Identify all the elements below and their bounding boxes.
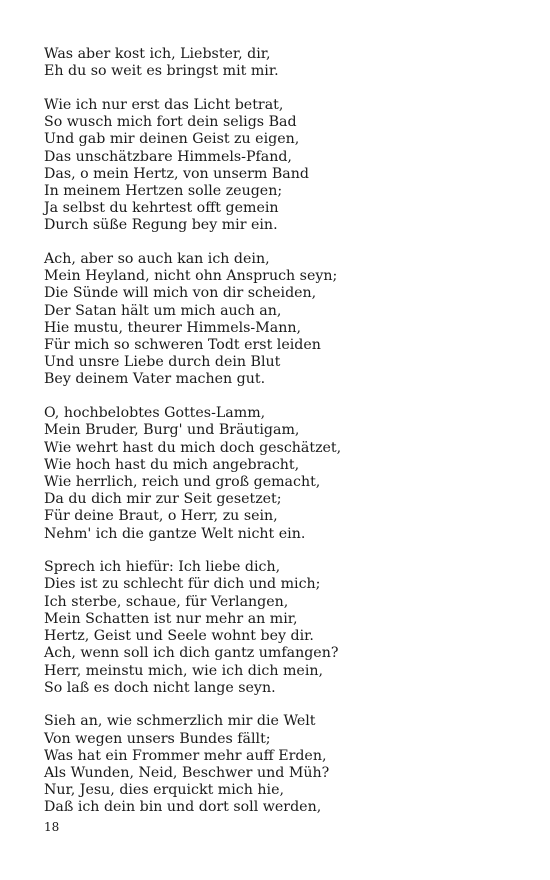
poem-line: Daß ich dein bin und dort soll werden, xyxy=(44,799,322,816)
poem-line: Herr, meinstu mich, wie ich dich mein, xyxy=(44,662,324,679)
poem-line: Hertz, Geist und Seele wohnt bey dir. xyxy=(44,628,314,645)
stanza-1 xyxy=(44,46,524,80)
poem-line: So laß es doch nicht lange seyn. xyxy=(44,679,276,696)
poem-line: So wusch mich fort dein seligs Bad xyxy=(44,114,297,131)
poem-line: Wie hoch hast du mich angebracht, xyxy=(44,456,300,473)
poem-text xyxy=(44,46,524,833)
poem-line: Das, o mein Hertz, von unserm Band xyxy=(44,165,309,182)
poem-line: Für deine Braut, o Herr, zu sein, xyxy=(44,508,278,525)
poem-line: Ach, aber so auch kan ich dein, xyxy=(44,251,270,268)
poem-line: Das unschätzbare Himmels-Pfand, xyxy=(44,148,292,165)
poem-line: Eh du so weit es bringst mit mir. xyxy=(44,63,279,80)
poem-line: Wie herrlich, reich und groß gemacht, xyxy=(44,473,321,490)
poem-line: Nur, Jesu, dies erquickt mich hie, xyxy=(44,782,284,799)
poem-line: Als Wunden, Neid, Beschwer und Müh? xyxy=(44,765,330,782)
stanza-5 xyxy=(44,559,524,697)
poem-line: Ich sterbe, schaue, für Verlangen, xyxy=(44,593,289,610)
poem-line: O, hochbelobtes Gottes-Lamm, xyxy=(44,405,266,422)
poem-line: Ach, wenn soll ich dich gantz umfangen? xyxy=(44,645,339,662)
poem-line: Was hat ein Frommer mehr auff Erden, xyxy=(44,747,327,764)
poem-line: Hie mustu, theurer Himmels-Mann, xyxy=(44,319,301,336)
stanza-4 xyxy=(44,405,524,543)
poem-line: Die Sünde will mich von dir scheiden, xyxy=(44,285,317,302)
poem-line: Mein Heyland, nicht ohn Anspruch seyn; xyxy=(44,268,338,285)
poem-line: Und gab mir deinen Geist zu eigen, xyxy=(44,131,300,148)
poem-line: Da du dich mir zur Seit gesetzet; xyxy=(44,491,282,508)
poem-line: In meinem Hertzen solle zeugen; xyxy=(44,182,283,199)
poem-line: Für mich so schweren Todt erst leiden xyxy=(44,337,321,354)
poem-line: Mein Schatten ist nur mehr an mir, xyxy=(44,610,298,627)
stanza-3 xyxy=(44,251,524,389)
poem-line: Wie wehrt hast du mich doch geschätzet, xyxy=(44,439,342,456)
poem-line: Von wegen unsers Bundes fällt; xyxy=(44,730,271,747)
poem-line: Ja selbst du kehrtest offt gemein xyxy=(44,200,279,217)
stanza-6 xyxy=(44,713,524,816)
poem-line: Durch süße Regung bey mir ein. xyxy=(44,217,278,234)
poem-line: Mein Bruder, Burg' und Bräutigam, xyxy=(44,422,300,439)
poem-line: Und unsre Liebe durch dein Blut xyxy=(44,354,281,371)
poem-line: Nehm' ich die gantze Welt nicht ein. xyxy=(44,525,306,542)
poem-line: Der Satan hält um mich auch an, xyxy=(44,302,282,319)
poem-line: Was aber kost ich, Liebster, dir, xyxy=(44,46,271,62)
poem-line: Wie ich nur erst das Licht betrat, xyxy=(44,96,284,113)
page-number: 18 xyxy=(44,820,60,834)
poem-line: Bey deinem Vater machen gut. xyxy=(44,371,266,388)
stanza-2 xyxy=(44,97,524,235)
poem-line: Sprech ich hiefür: Ich liebe dich, xyxy=(44,559,281,576)
poem-line: Sieh an, wie schmerzlich mir die Welt xyxy=(44,713,316,730)
poem-line: Dies ist zu schlecht für dich und mich; xyxy=(44,576,321,593)
